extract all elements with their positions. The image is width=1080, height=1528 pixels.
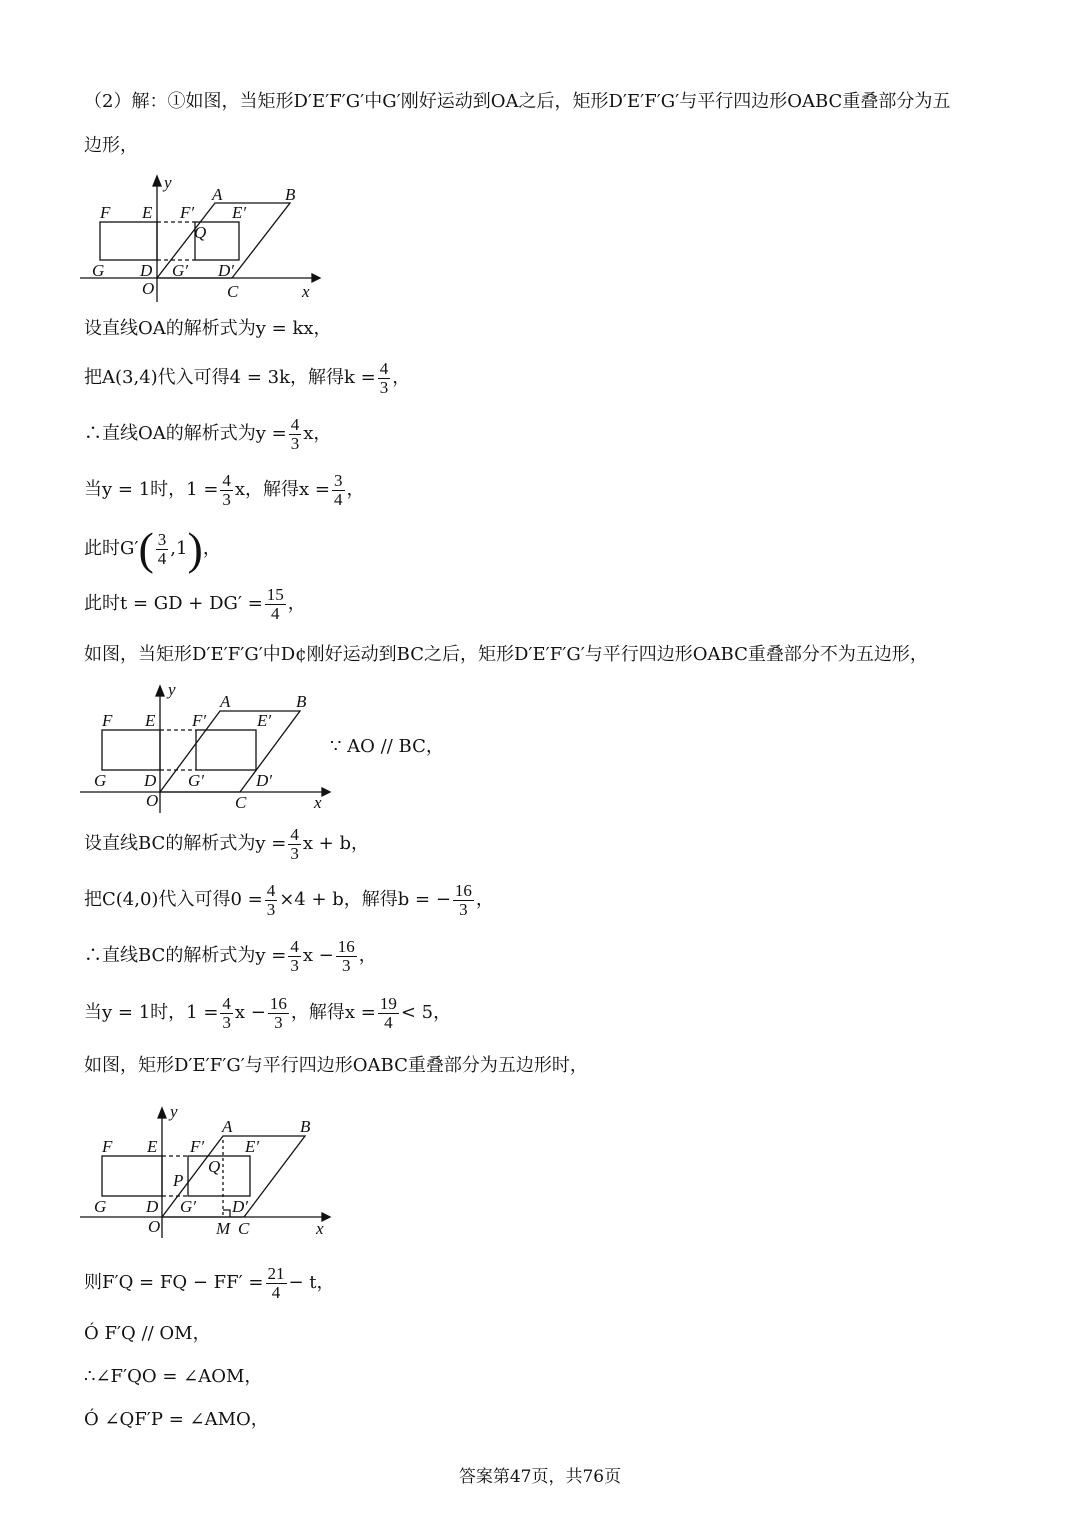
fig3-label-e-prime: E′ (245, 1137, 260, 1156)
fig3-label-b: B (300, 1117, 311, 1136)
line-case2: 如图，当矩形D′E′F′G′中D¢刚好运动到BC之后，矩形D′E′F′G′与平行四边形OABC重叠部分不为五边形， (84, 644, 928, 665)
fig3-label-c: C (238, 1219, 250, 1238)
fraction: $\frac{16}{3}$ (269, 994, 287, 1032)
fig2-label-x: x (314, 793, 322, 812)
fraction: $\frac{4}{3}$ (290, 415, 300, 453)
fig3-label-f: F (102, 1137, 113, 1156)
text: ∴直线OA的解析式为y = (84, 423, 287, 445)
figure-1 (80, 170, 325, 305)
fig1-label-q: Q (194, 223, 207, 242)
fig1-label-f-prime: F′ (180, 203, 195, 222)
line-oa-form: 设直线OA的解析式为y = kx， (84, 318, 332, 339)
fig3-label-d-prime: D′ (232, 1197, 248, 1216)
paren: ) (187, 523, 203, 574)
fraction: $\frac{4}{3}$ (290, 825, 299, 863)
figure-3 (80, 1100, 335, 1240)
fraction: $\frac{4}{3}$ (379, 359, 389, 397)
fig1-label-e-prime: E′ (232, 203, 247, 222)
text: ， (202, 538, 221, 559)
fig3-label-a: A (222, 1117, 233, 1136)
line-sub-a (84, 360, 410, 397)
fig2-label-b: B (296, 692, 307, 711)
line-bc-form (84, 826, 369, 863)
fig1-label-o: O (142, 279, 155, 298)
fraction: $\frac{21}{4}$ (267, 1264, 285, 1302)
fig1-label-d: D (140, 261, 153, 280)
fraction: $\frac{15}{4}$ (266, 585, 284, 623)
line-g-prime (84, 523, 221, 574)
fig1-label-f: F (100, 203, 111, 222)
line-since-parallel: ∵ AO // BC， (330, 736, 444, 757)
text: ， (287, 593, 306, 615)
text: 把C(4,0)代入可得0 = (84, 889, 263, 911)
fraction: $\frac{4}{3}$ (290, 937, 299, 975)
fraction: $\frac{3}{4}$ (157, 529, 167, 568)
fraction: $\frac{19}{4}$ (379, 994, 397, 1032)
text: < 5， (400, 1002, 452, 1024)
line-y1-bc (84, 995, 451, 1032)
fig2-label-f: F (102, 711, 113, 730)
text: ， (392, 367, 411, 389)
text: x − (234, 1002, 266, 1024)
line-parallel: Ó F′Q // OM， (84, 1323, 211, 1344)
paren: ( (138, 523, 154, 574)
fig1-label-g: G (92, 261, 105, 280)
fraction: $\frac{4}{3}$ (222, 994, 231, 1032)
fig1-label-a: A (212, 185, 223, 204)
text: 当y = 1时，1 = (84, 1002, 219, 1024)
fig1-label-x: x (302, 282, 310, 301)
text: x， (303, 423, 332, 445)
text: x − (302, 945, 334, 967)
fig1-label-d-prime: D′ (218, 261, 234, 280)
text: 设直线BC的解析式为y = (84, 833, 287, 855)
fig1-label-b: B (285, 185, 296, 204)
line-t-value (84, 586, 306, 623)
fig3-label-x: x (316, 1219, 324, 1238)
fig2-label-g: G (94, 771, 107, 790)
fraction: $\frac{4}{3}$ (222, 471, 231, 509)
text: 把A(3,4)代入可得4 = 3k，解得k = (84, 367, 376, 389)
text: ∴直线BC的解析式为y = (84, 945, 287, 967)
text: ×4 + b，解得b = − (279, 889, 451, 911)
fig2-label-e: E (145, 711, 156, 730)
figure-2 (80, 678, 335, 813)
fraction: $\frac{4}{3}$ (266, 881, 276, 919)
fig3-label-f-prime: F′ (190, 1137, 205, 1156)
fig2-label-e-prime: E′ (257, 711, 272, 730)
fig3-label-d: D (146, 1197, 159, 1216)
line-bc-result (84, 938, 377, 975)
fig1-label-e: E (142, 203, 153, 222)
fig1-label-y: y (164, 173, 172, 192)
fig2-label-g-prime: G′ (188, 771, 204, 790)
page-footer: 答案第47页，共76页 (458, 1467, 622, 1487)
fig3-label-q: Q (208, 1157, 221, 1176)
fig2-label-d: D (144, 771, 157, 790)
fig3-label-o: O (148, 1217, 161, 1236)
text: x + b， (302, 833, 370, 855)
line-angle2: Ó ∠QF′P = ∠AMO， (84, 1409, 269, 1430)
line-angle1: ∴∠F′QO = ∠AOM， (84, 1366, 263, 1387)
fig2-label-o: O (146, 791, 159, 810)
fig3-label-y: y (170, 1102, 178, 1121)
text: ， (358, 945, 377, 967)
line-y1-solve (84, 472, 365, 509)
fig3-label-m: M (216, 1219, 231, 1238)
line-intro: （2）解：①如图，当矩形D′E′F′G′中G′刚好运动到OA之后，矩形D′E′F′G′与平行四边形OABC重叠部分为五 (84, 91, 951, 112)
text: 当y = 1时，1 = (84, 479, 219, 501)
fraction: $\frac{16}{3}$ (454, 881, 472, 919)
text: 此时t = GD + DG′ = (84, 593, 263, 615)
text: ,1 (170, 538, 188, 559)
fig3-label-g: G (94, 1197, 107, 1216)
fig3-label-g-prime: G′ (180, 1197, 196, 1216)
fraction: $\frac{3}{4}$ (334, 471, 343, 509)
fig2-label-f-prime: F′ (192, 711, 207, 730)
fig2-label-c: C (235, 793, 247, 812)
fig1-label-g-prime: G′ (172, 261, 188, 280)
text: x，解得x = (234, 479, 331, 501)
text: ， (346, 479, 365, 501)
line-fq (84, 1265, 335, 1302)
text: ， (475, 889, 494, 911)
fraction: $\frac{16}{3}$ (337, 937, 355, 975)
fig3-label-p: P (173, 1171, 184, 1190)
line-oa-result (84, 416, 331, 453)
text: − t， (288, 1272, 335, 1294)
text: 此时G′ (84, 538, 139, 559)
fig3-label-e: E (147, 1137, 158, 1156)
text: 则F′Q = FQ − FF′ = (84, 1272, 264, 1294)
fig2-label-a: A (220, 692, 231, 711)
fig2-label-d-prime: D′ (256, 771, 272, 790)
fig2-label-y: y (168, 680, 176, 699)
text: ，解得x = (290, 1002, 376, 1024)
line-sub-c (84, 882, 494, 919)
line-intro-cont: 边形， (84, 135, 138, 156)
fig1-label-c: C (227, 282, 239, 301)
line-pentagon: 如图，矩形D′E′F′G′与平行四边形OABC重叠部分为五边形时， (84, 1055, 588, 1076)
